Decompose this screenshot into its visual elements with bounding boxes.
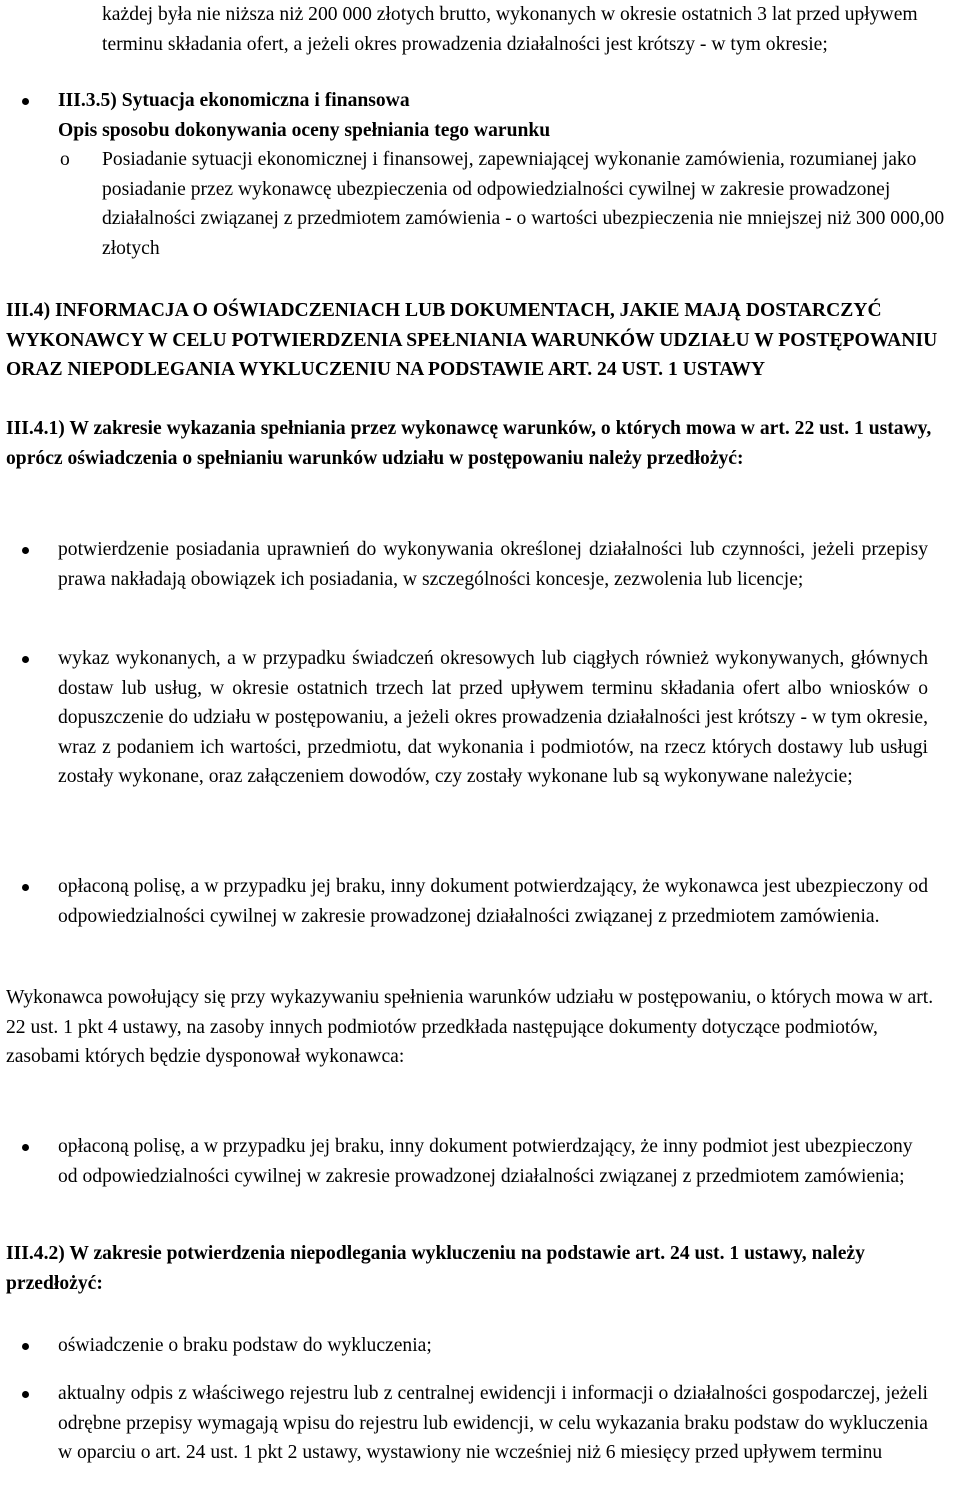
list-item-registry-extract: aktualny odpis z właściwego rejestru lub z centralnej ewidencji i informacji o działalności gospodarczej, jeżeli odrębne przepisy wymagają wpisu do rejestru lub ewidencji, w celu wykazania braku podstaw do wykluczenia w oparciu o art. 24 ust. 1 pkt 2 ustawy, wystawiony nie wcześniej niż 6 miesięcy przed upływem terminu — [58, 1383, 928, 1464]
list-item-insurance-policy: opłaconą polisę, a w przypadku jej braku, inny dokument potwierdzający, że wykonawca jest ubezpieczony od odpowiedzialności cywilnej w zakresie prowadzonej działalności związanej z przedmiotem zamówienia. — [58, 876, 928, 927]
bullet-icon — [22, 98, 29, 105]
list-item-permits: potwierdzenie posiadania uprawnień do wykonywania określonej działalności lub czynności, jeżeli przepisy prawa nakładają obowiązek ich posiadania, w szczególności koncesje, zezwolenia lub licencje; — [58, 539, 928, 590]
section-heading-iii-4-2: III.4.2) W zakresie potwierdzenia niepodlegania wykluczeniu na podstawie art. 24 ust. 1 ustawy, należy przedłożyć: — [6, 1243, 865, 1294]
list-item-other-entity-policy: opłaconą polisę, a w przypadku jej braku, inny dokument potwierdzający, że inny podmiot jest ubezpieczony od odpowiedzialności cywilnej w zakresie prowadzonej działalności związanej z przedmiotem zamówienia; — [58, 1136, 913, 1187]
section-heading-iii-4: III.4) INFORMACJA O OŚWIADCZENIACH LUB DOKUMENTACH, JAKIE MAJĄ DOSTARCZYĆ WYKONAWCY W CELU POTWIERDZENIA SPEŁNIANIA WARUNKÓW UDZIAŁU W POSTĘPOWANIU ORAZ NIEPODLEGANIA WYKLUCZENIU NA PODSTAWIE ART. 24 UST. 1 USTAWY — [6, 300, 938, 381]
financial-condition-text: Posiadanie sytuacji ekonomicznej i finansowej, zapewniającej wykonanie zamówienia, rozumianej jako posiadanie przez wykonawcę ubezpieczenia od odpowiedzialności cywilnej w zakresie prowadzonej działalności związanej z przedmiotem zamówienia - o wartości ubezpieczenia nie mniejszej niż 300 000,00 złotych — [102, 149, 945, 259]
section-subheading-assessment: Opis sposobu dokonywania oceny spełniania tego warunku — [58, 120, 551, 141]
resources-paragraph: Wykonawca powołujący się przy wykazywaniu spełnienia warunków udziału w postępowaniu, o których mowa w art. 22 ust. 1 pkt 4 ustawy, na zasoby innych podmiotów przedkłada następujące dokumenty dotyczące podmiotów, zasobami których będzie dysponował wykonawca: — [6, 987, 934, 1068]
continuation-paragraph: każdej była nie niższa niż 200 000 złotych brutto, wykonanych w okresie ostatnich 3 lat przed upływem terminu składania ofert, a jeżeli okres prowadzenia działalności jest krótszy - w tym okresie; — [102, 4, 918, 55]
bullet-icon — [22, 1343, 29, 1350]
bullet-icon — [22, 1144, 29, 1151]
bullet-icon — [22, 547, 29, 554]
bullet-icon — [22, 656, 29, 663]
list-item-no-exclusion-statement: oświadczenie o braku podstaw do wykluczenia; — [58, 1335, 432, 1356]
bullet-icon — [22, 1391, 29, 1398]
list-item-deliveries: wykaz wykonanych, a w przypadku świadczeń okresowych lub ciągłych również wykonywanych, głównych dostaw lub usług, w okresie ostatnich trzech lat przed upływem terminu składania ofert albo wniosków o dopuszczenie do udziału w postępowaniu, a jeżeli okres prowadzenia działalności jest krótszy - w tym okresie, wraz z podaniem ich wartości, przedmiotu, dat wykonania i podmiotów, na rzecz których dostawy lub usługi zostały wykonane, oraz załączeniem dowodów, czy zostały wykonane lub są wykonywane należycie; — [58, 648, 928, 788]
bullet-icon — [22, 884, 29, 891]
sub-bullet-marker: o — [60, 149, 70, 170]
section-heading-iii-4-1: III.4.1) W zakresie wykazania spełniania przez wykonawcę warunków, o których mowa w art. 22 ust. 1 ustawy, oprócz oświadczenia o spełnianiu warunków udziału w postępowaniu należy przedłożyć: — [6, 418, 932, 469]
section-heading-iii-3-5: III.3.5) Sytuacja ekonomiczna i finansowa — [58, 90, 410, 111]
